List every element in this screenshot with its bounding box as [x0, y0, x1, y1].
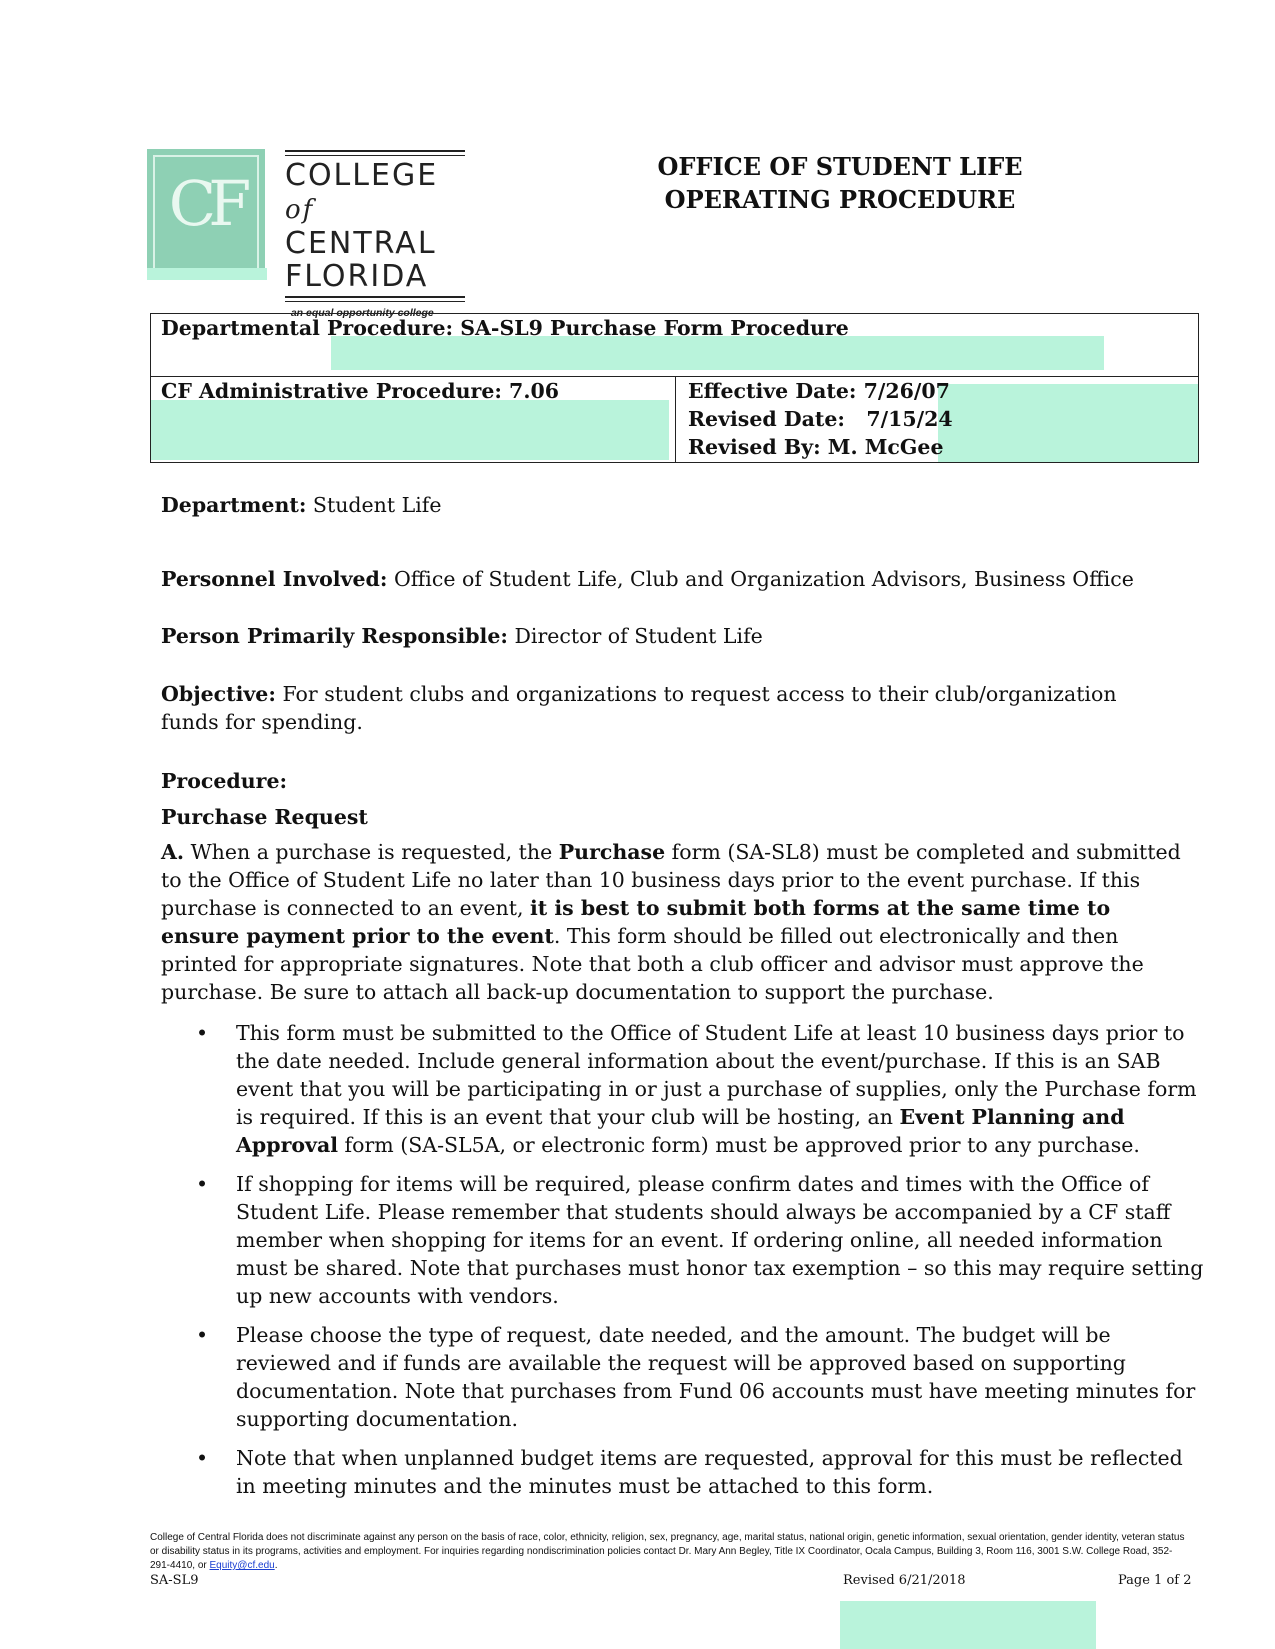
personnel-label: Personnel Involved: [161, 567, 388, 591]
department-field [161, 491, 1201, 519]
objective-label: Objective: [161, 682, 276, 706]
department-label: Department: [161, 493, 307, 517]
highlight-box [938, 384, 1198, 462]
logo-tagline: –an equal opportunity college– [285, 307, 440, 319]
bullet-icon: • [196, 1446, 209, 1470]
purchase-request-heading: Purchase Request [161, 805, 368, 829]
procedure-paragraph-a: A. When a purchase is requested, the Purchase form (SA-SL8) must be completed and submitted to the Office of Student Life no later than 10 business days prior to the event purchase. If this purchase is connected to an event, it is best to submit both forms at the same time to ensure payment prior to the event. This form should be filled out electronically and then printed for appropriate signatures. Note that both a club officer and advisor must approve the purchase. Be sure to attach all back-up documentation to support the purchase. [161, 840, 1181, 1004]
para-a-label: A. [161, 840, 185, 864]
college-logo-wordmark [285, 150, 465, 319]
list-item: • If shopping for items will be required, please confirm dates and times with the Office of Student Life. Please remember that students should always be accompanied by a CF staff member when shopping for items for an event. If ordering online, all needed information must be shared. Note that purchases must honor tax exemption – so this may require setting up new accounts with vendors. [196, 1172, 1204, 1308]
highlight-box [840, 1601, 1096, 1649]
logo-rule [285, 150, 465, 152]
personnel-field [161, 565, 1201, 593]
effective-date: Effective Date: 7/26/07 [688, 379, 950, 403]
bullet-icon: • [196, 1021, 209, 1045]
logo-line1: COLLEGE of [285, 158, 439, 225]
procedure-bullet-list [196, 1019, 1206, 1511]
revised-by: Revised By: M. McGee [688, 435, 944, 459]
department-value: Student Life [306, 493, 442, 517]
logo-rule [285, 155, 465, 156]
title-line2: OPERATING PROCEDURE [664, 185, 1016, 214]
procedure-header-table [150, 313, 1199, 463]
footer-doc-code: SA-SL9 [150, 1573, 199, 1588]
objective-value: For student clubs and organizations to request access to their club/organization funds for spending. [161, 682, 1117, 734]
procedure-heading: Procedure: [161, 769, 288, 793]
list-item: • This form must be submitted to the Office of Student Life at least 10 business days prior to the date needed. Include general information about the event/purchase. If this is an SAB event that you will be participating in or just a purchase of supplies, only the Purchase form is required. If this is an event that your club will be hosting, an Event Planning and Approval form (SA-SL5A, or electronic form) must be approved prior to any purchase. [196, 1021, 1197, 1157]
logo-rule [285, 301, 465, 302]
header-row-departmental [151, 314, 1198, 377]
document-title [610, 150, 1070, 216]
logo-line3: FLORIDA [285, 259, 429, 294]
footer-revised: Revised 6/21/2018 [843, 1573, 966, 1588]
list-item: • Note that when unplanned budget items are requested, approval for this must be reflected in meeting minutes and the minutes must be attached to this form. [196, 1446, 1183, 1498]
bullet-icon: • [196, 1323, 209, 1347]
admin-procedure: CF Administrative Procedure: 7.06 [161, 379, 559, 403]
equity-email-link[interactable]: Equity@cf.edu [209, 1560, 275, 1571]
highlight-box [151, 400, 669, 460]
personnel-value: Office of Student Life, Club and Organization Advisors, Business Office [387, 567, 1134, 591]
header-cell-admin [151, 376, 676, 462]
college-logo-mark [147, 149, 265, 279]
footer-page-number: Page 1 of 2 [1118, 1573, 1192, 1588]
responsible-label: Person Primarily Responsible: [161, 624, 508, 648]
nondiscrimination-notice: College of Central Florida does not discriminate against any person on the basis of race, color, ethnicity, religion, sex, pregnancy, age, marital status, national origin, genetic information, sexual orientation, gender identity, veteran status or disability status in its programs, activities and employment. For inquiries regarding nondiscrimination policies contact Dr. Mary Ann Begley, Title IX Coordinator, Ocala Campus, Building 3, Room 116, 3001 S.W. College Road, 352-291-4410, or Equity@cf.edu. [150, 1532, 1185, 1571]
responsible-field [161, 622, 1201, 650]
logo-monogram: CF [168, 167, 244, 240]
revised-date: Revised Date: 7/15/24 [688, 407, 953, 431]
bullet-icon: • [196, 1172, 209, 1196]
logo-rule [285, 296, 465, 298]
logo-highlight [147, 268, 267, 280]
responsible-value: Director of Student Life [507, 624, 763, 648]
title-line1: OFFICE OF STUDENT LIFE [657, 152, 1023, 181]
departmental-procedure: Departmental Procedure: SA-SL9 Purchase Form Procedure [161, 316, 849, 340]
logo-line2: CENTRAL [285, 226, 437, 261]
objective-field [161, 680, 1161, 736]
list-item: • Please choose the type of request, date needed, and the amount. The budget will be reviewed and if funds are available the request will be approved based on supporting documentation. Note that purchases from Fund 06 accounts must have meeting minutes for supporting documentation. [196, 1323, 1196, 1431]
